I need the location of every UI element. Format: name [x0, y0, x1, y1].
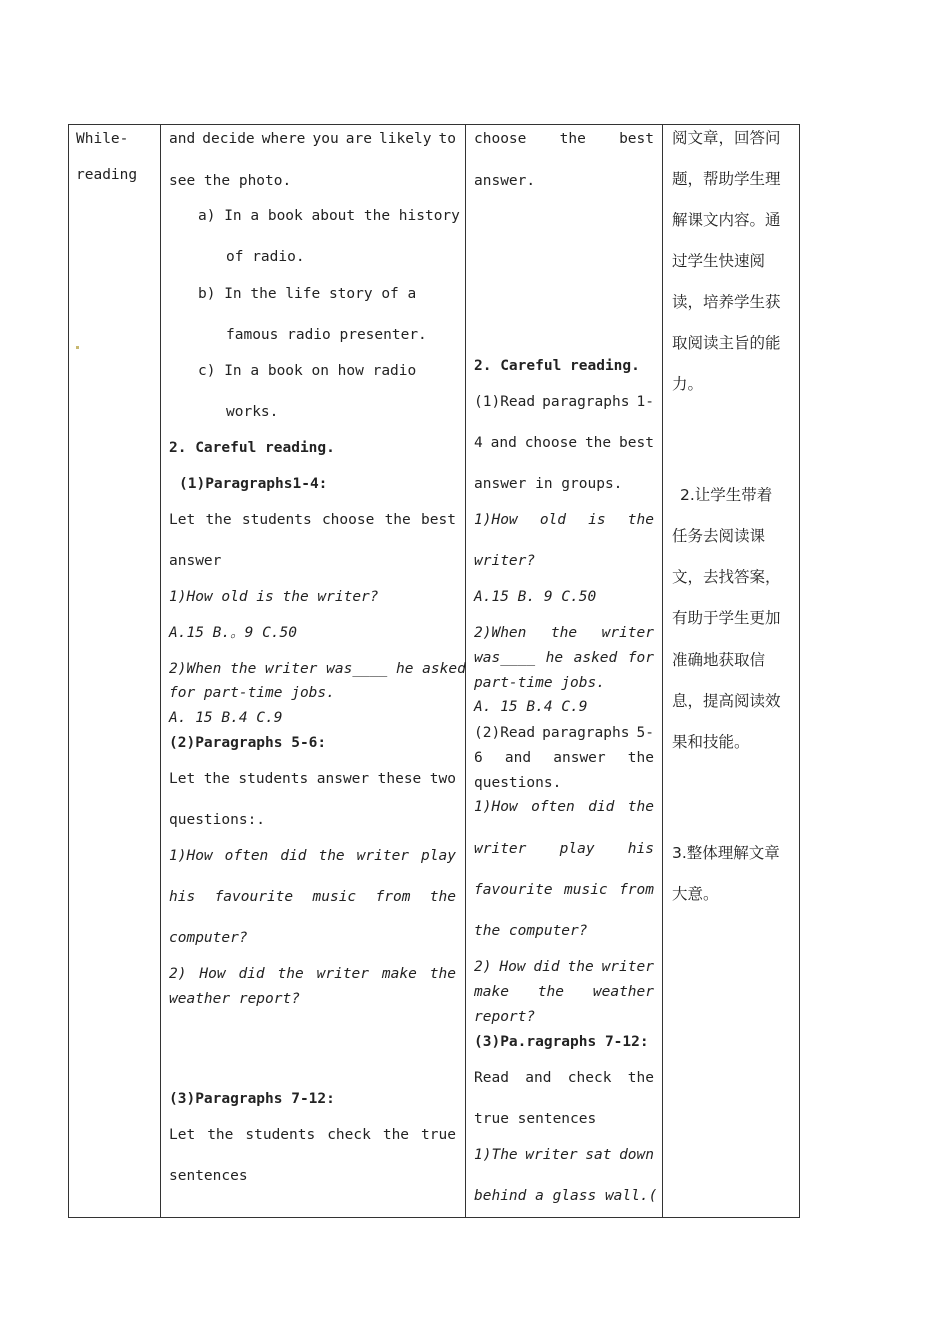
option-b: famous radio presenter. — [226, 327, 427, 343]
option-c: c) In a book on how radio — [198, 363, 417, 379]
question-text: make the weather — [474, 984, 654, 1000]
question-text: report? — [474, 1009, 536, 1025]
purpose-text: 任务去阅读课 — [672, 527, 766, 545]
stray-mark — [76, 346, 79, 349]
stage-label: While- — [76, 131, 129, 147]
purpose-text: 果和技能。 — [672, 733, 750, 751]
question-text: weather report? — [169, 991, 300, 1007]
question-text: 2) How did the writer make the — [169, 966, 456, 982]
question-text: 1)How often did the — [474, 799, 654, 815]
option-b: b) In the life story of a — [198, 286, 417, 302]
purpose-text: 读，培养学生获 — [672, 293, 781, 311]
purpose-text: 3.整体理解文章 — [672, 844, 780, 862]
question-text: writer? — [474, 553, 536, 569]
answer-options: A. 15 B.4 C.9 — [474, 699, 588, 715]
purpose-text: 过学生快速阅 — [672, 252, 766, 270]
purpose-text: 有助于学生更加 — [672, 609, 781, 627]
purpose-text: 2.让学生带着 — [680, 486, 773, 504]
intro-text: see the photo. — [169, 173, 292, 189]
option-c: works. — [226, 404, 279, 420]
question-text: 1)How old is the — [474, 512, 654, 528]
purpose-text: 解课文内容。通 — [672, 211, 781, 229]
question-text: 1)How often did the writer play — [169, 848, 456, 864]
purpose-text: 阅文章，回答问 — [672, 129, 781, 147]
question-text: writer play his — [474, 841, 654, 857]
question-text: his favourite music from the — [169, 889, 456, 905]
answer-options: A.15 B.。9 C.50 — [169, 625, 297, 641]
purpose-text: 题，帮助学生理 — [672, 170, 781, 188]
option-a: of radio. — [226, 249, 305, 265]
paragraph-heading: (3)Paragraphs 7-12: — [169, 1091, 335, 1107]
purpose-text: 大意。 — [672, 885, 719, 903]
option-a: a) In a book about the history — [198, 208, 460, 224]
answer-options: A. 15 B.4 C.9 — [169, 710, 283, 726]
question-text: 2)When the writer was____ he asked — [169, 661, 466, 677]
student-text: (2)Read paragraphs 5- — [474, 725, 654, 741]
instruction-text: answer — [169, 553, 222, 569]
column-divider — [662, 125, 663, 1217]
student-text: true sentences — [474, 1111, 597, 1127]
question-text: 1)How old is the writer? — [169, 589, 379, 605]
question-text: behind a glass wall.( — [474, 1188, 658, 1204]
intro-text: and decide where you are likely to — [169, 131, 456, 147]
section-heading: 2. Careful reading. — [474, 358, 640, 374]
student-text: answer. — [474, 173, 536, 189]
section-heading: 2. Careful reading. — [169, 440, 335, 456]
question-text: the computer? — [474, 923, 588, 939]
question-text: favourite music from — [474, 882, 654, 898]
student-text: answer in groups. — [474, 476, 623, 492]
question-text: computer? — [169, 930, 248, 946]
stage-label: reading — [76, 167, 138, 183]
student-text: Read and check the — [474, 1070, 654, 1086]
question-text: 2)When the writer — [474, 625, 654, 641]
question-text: part-time jobs. — [474, 675, 605, 691]
student-text: 6 and answer the — [474, 750, 654, 766]
question-text: 1)The writer sat down — [474, 1147, 654, 1163]
instruction-text: Let the students choose the best — [169, 512, 456, 528]
purpose-text: 文，去找答案， — [672, 568, 781, 586]
instruction-text: sentences — [169, 1168, 248, 1184]
student-text: questions. — [474, 775, 562, 791]
instruction-text: Let the students check the true — [169, 1127, 456, 1143]
paragraph-heading: (1)Paragraphs1-4: — [179, 476, 328, 492]
answer-options: A.15 B. 9 C.50 — [474, 589, 597, 605]
question-text: for part-time jobs. — [169, 685, 335, 701]
instruction-text: Let the students answer these two — [169, 771, 456, 787]
column-divider — [160, 125, 161, 1217]
student-text: (1)Read paragraphs 1- — [474, 394, 654, 410]
student-text: choose the best — [474, 131, 654, 147]
paragraph-heading: (2)Paragraphs 5-6: — [169, 735, 327, 751]
instruction-text: questions:. — [169, 812, 266, 828]
student-text: 4 and choose the best — [474, 435, 654, 451]
paragraph-heading: (3)Pa.ragraphs 7-12: — [474, 1034, 649, 1050]
question-text: 2) How did the writer — [474, 959, 654, 975]
purpose-text: 准确地获取信 — [672, 651, 766, 669]
purpose-text: 息，提高阅读效 — [672, 692, 781, 710]
purpose-text: 取阅读主旨的能 — [672, 334, 781, 352]
question-text: was____ he asked for — [474, 650, 654, 666]
purpose-text: 力。 — [672, 375, 704, 393]
